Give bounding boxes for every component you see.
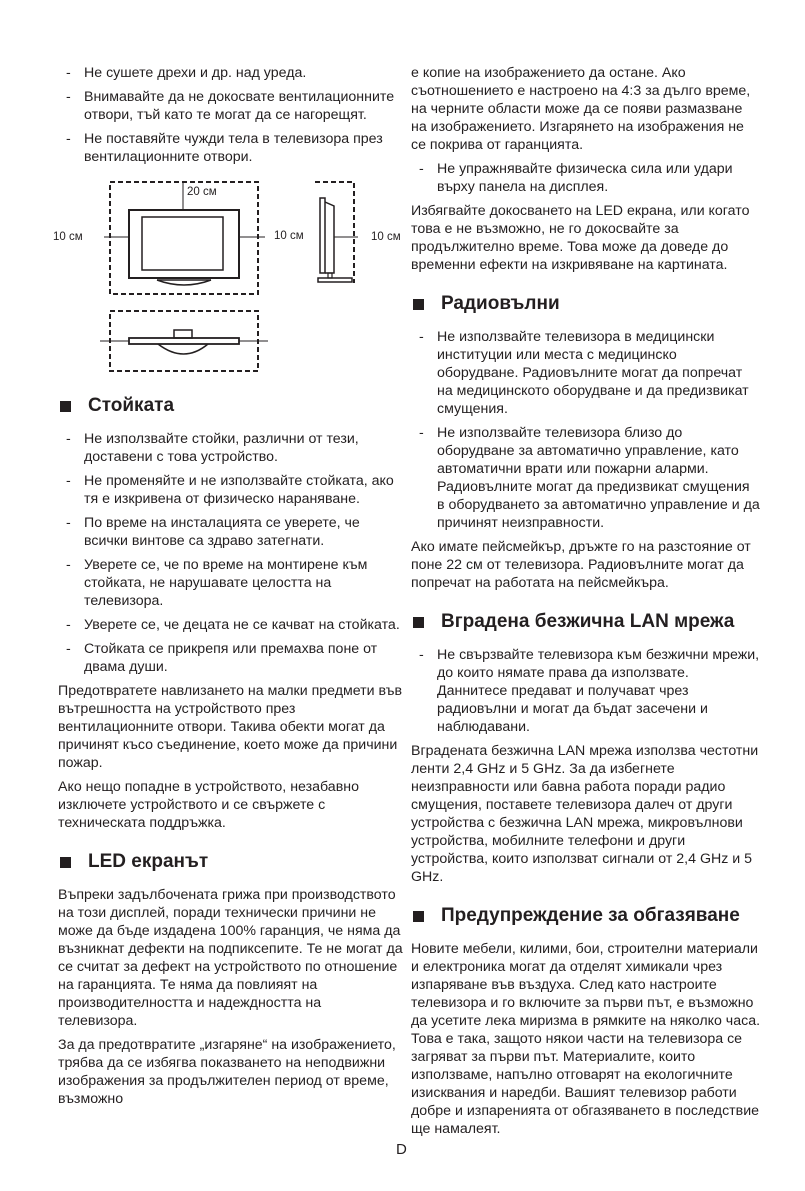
list-item: - Не поставяйте чужди тела в телевизора през вентилационните отвори. [66,131,383,165]
square-bullet-icon [60,857,71,868]
paragraph: Избягвайте докосването на LED екрана, или когато това е не възможно, не го докосвайте за продължително време. Това може да доведе до временни ефекти на изкривяване на картината. [411,203,750,273]
section-heading-stand: Стойката [58,394,403,418]
top-clearance-label: 20 см [187,186,217,198]
paragraph: Ако имате пейсмейкър, дръжте го на разстояние от поне 22 см от телевизора. Радиовълните могат да попречат на работата на пейсмейкъра. [411,539,751,591]
list-item: - По време на инсталацията се уверете, че всички винтове са здраво затегнати. [66,515,360,549]
paragraph: Ако нещо попадне в устройството, незабавно изключете устройството и се свържете с техническата поддръжка. [58,779,359,831]
paragraph: е копие на изображението да остане. Ако съотношението е настроено на 4:3 за дълго време, на черните области може да се появи размазване на изображението. Изгарянето на изображения не се покрива от гаранцията. [411,65,751,153]
section-heading-led: LED екранът [58,850,403,874]
paragraph: Вградената безжична LAN мрежа използва честотни ленти 2,4 GHz и 5 GHz. За да избегнете неизправности или бавна работа поради радио смущения, поставете телевизора далеч от други устройства с безжична LAN мрежа, микровълнови устройства, мобилните телефони и други устройства, които използват сигнали от 2,4 GHz и 5 GHz. [411,743,759,885]
list-item: - Не упражнявайте физическа сила или удари върху панела на дисплея. [419,161,733,195]
list-item: - Внимавайте да не докосвате вентилационните отвори, тъй като те могат да се нагорещят. [66,89,395,123]
right-column [411,64,761,1144]
list-item: - Не сушете дрехи и др. над уреда. [66,65,307,81]
left-clearance-label: 10 см [53,231,83,243]
section-heading-radio: Радиовълни [411,292,761,316]
radio-bullets [411,328,761,532]
ventilation-bullets [58,64,403,166]
list-item: - Не използвайте телевизора в медицински институции или места с медицинско оборудване. Радиовълните могат да попречат на медицинското оборудване и да предизвикат смущения. [419,329,749,417]
paragraph: Въпреки задълбочената грижа при производството на този дисплей, поради технически причини не може да бъде издадена 100% гаранция, че няма да възникнат дефекти на подпиксепите. Те не могат да се считат за дефект на устройството по отношение на гаранцията. Те няма да повлияят на производителността и надеждността на телевизора. [58,887,403,1029]
side-clearance-label: 10 см [371,231,401,243]
square-bullet-icon [413,911,424,922]
list-item: - Не свързвайте телевизора към безжични мрежи, до които нямате права да използвате. Даннитесе предават и получават чрез радиовълни и могат да бъдат засечени и наблюдавани. [419,647,760,735]
tv-clearance-illustration [58,174,418,384]
list-item: - Не променяйте и не използвайте стойката, ако тя е изкривена от физическо нараняване. [66,473,394,507]
square-bullet-icon [60,401,71,412]
wlan-bullets [411,646,761,736]
square-bullet-icon [413,617,424,628]
list-item: - Стойката се прикрепя или премахва поне от двама души. [66,641,378,675]
paragraph: Предотвратете навлизането на малки предмети във вътрешността на устройството през вентилационните отвори. Такива обекти могат да причинят късо съединение, което може да причини пожар. [58,683,403,771]
list-item: - Не използвайте телевизора близо до оборудване за автоматично управление, като автоматични врати или пожарни аларми. Радиовълните могат да предизвикат смущения в оборудването за автоматично управление и да причинят неизправности. [419,425,760,531]
left-column [53,64,403,1114]
stand-bullets [58,430,403,676]
list-item: - Уверете се, че по време на монтирене към стойката, не нарушавате целостта на телевизора. [66,557,368,609]
square-bullet-icon [413,299,424,310]
section-heading-wlan: Вградена безжична LAN мрежа [411,610,761,634]
right-clearance-label: 10 см [274,230,304,242]
paragraph: Новите мебели, килими, бои, строителни материали и електроника могат да отделят химикали чрез изпаряване във въздуха. След като настроите телевизора и го включите за първи път, е възможно да усетите лека миризма в рямките на няколко часа. Това е така, защото някои части на телевизора се загряват за първи път. Материалите, които използваме, напълно отговарят на екологичните изисквания и наредби. Вашият телевизор работи добре и изпаренията от обгазяването в последствие ще намалеят. [411,941,761,1137]
section-heading-outgassing: Предупреждение за обгазяване [411,904,761,928]
page-marker: D [396,1141,407,1158]
led-bullets [411,160,761,196]
clearance-diagram [53,174,403,384]
list-item: - Уверете се, че децата не се качват на стойката. [66,617,400,633]
list-item: - Не използвайте стойки, различни от тези, доставени с това устройство. [66,431,359,465]
paragraph: За да предотвратите „изгаряне“ на изображението, трябва да се избягва показването на неподвижни изображения за продължителен период от време, възможно [58,1037,396,1107]
